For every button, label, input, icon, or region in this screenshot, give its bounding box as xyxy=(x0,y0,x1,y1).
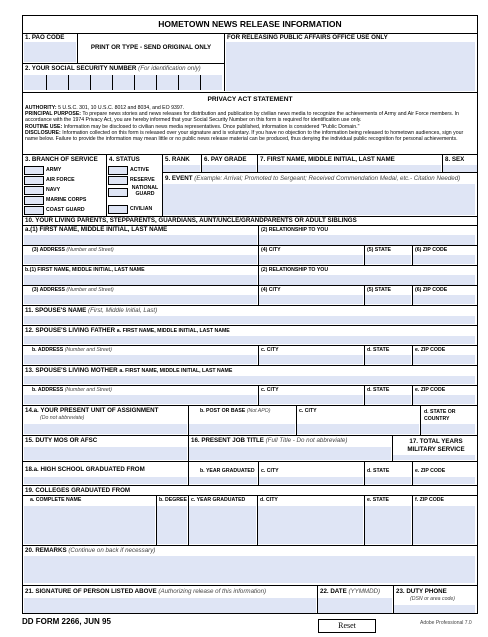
ssn-digit-divider xyxy=(134,75,135,90)
duty-phone-field[interactable] xyxy=(394,605,475,613)
rel-b-relationship-label: (2) RELATIONSHIP TO YOU xyxy=(261,267,329,273)
rel-b-city-label: (4) CITY xyxy=(261,287,281,293)
mother-address-label: b. ADDRESS (Number and Street) xyxy=(32,387,112,393)
father-city-label: c. CITY xyxy=(261,347,279,353)
college-year-label: c. YEAR GRADUATED xyxy=(191,497,246,503)
job-title-field[interactable] xyxy=(189,447,391,460)
status-label: 4. STATUS xyxy=(109,156,140,163)
remarks-label: 20. REMARKS (Continue on back if necessary) xyxy=(25,547,156,554)
father-name-field[interactable] xyxy=(24,336,475,344)
duty-phone-label: 23. DUTY PHONE xyxy=(396,588,447,595)
privacy-heading: PRIVACY ACT STATEMENT xyxy=(207,96,293,103)
father-city-field[interactable] xyxy=(259,355,363,364)
hs-state-label: d. STATE xyxy=(367,468,390,474)
father-address-label: b. ADDRESS (Number and Street) xyxy=(32,347,112,353)
hs-year-field[interactable] xyxy=(189,477,257,484)
ssn-digit-divider xyxy=(112,75,113,90)
branch-army-checkbox[interactable] xyxy=(24,166,44,175)
father-state-label: d. STATE xyxy=(367,347,390,353)
rel-b-relationship-field[interactable] xyxy=(259,275,475,285)
branch-marines-label: MARINE CORPS xyxy=(46,197,87,203)
branch-navy-checkbox[interactable] xyxy=(24,186,44,195)
high-school-field[interactable] xyxy=(24,477,187,484)
years-service-label: 17. TOTAL YEARS MILITARY SERVICE xyxy=(407,438,465,453)
father-state-field[interactable] xyxy=(365,355,411,364)
unit-label: 14.a. YOUR PRESENT UNIT OF ASSIGNMENT xyxy=(25,407,159,414)
event-field[interactable] xyxy=(163,184,475,215)
post-base-label: b. POST OR BASE (Not APO) xyxy=(200,408,271,414)
rel-a-state-label: (5) STATE xyxy=(367,247,392,253)
spouse-field[interactable] xyxy=(24,316,475,324)
rel-a-zip-label: (6) ZIP CODE xyxy=(415,247,448,253)
rel-a-city-field[interactable] xyxy=(259,255,363,264)
name-field[interactable] xyxy=(258,165,441,172)
rel-a-zip-field[interactable] xyxy=(413,255,475,264)
rel-a-name-field[interactable] xyxy=(24,235,257,245)
rel-b-name-field[interactable] xyxy=(24,275,257,285)
rel-b-zip-field[interactable] xyxy=(413,295,475,304)
hs-state-field[interactable] xyxy=(365,477,411,484)
hs-zip-label: e. ZIP CODE xyxy=(415,468,446,474)
duty-phone-note: (DSN or area code) xyxy=(410,596,455,602)
mos-field[interactable] xyxy=(24,447,187,460)
mother-address-field[interactable] xyxy=(24,395,257,404)
college-name-field[interactable] xyxy=(24,506,155,544)
status-guard-checkbox[interactable] xyxy=(108,188,128,197)
mother-zip-field[interactable] xyxy=(413,395,475,404)
rank-label: 5. RANK xyxy=(165,156,190,163)
rel-b-name-label: b.(1) FIRST NAME, MIDDLE INITIAL, LAST NAME xyxy=(25,267,145,273)
rel-b-state-field[interactable] xyxy=(365,295,411,304)
date-field[interactable] xyxy=(318,598,392,613)
rel-a-address-label: (3) ADDRESS (Number and Street) xyxy=(32,247,114,253)
college-degree-label: b. DEGREE xyxy=(159,497,187,503)
rel-b-city-field[interactable] xyxy=(259,295,363,304)
colleges-label: 19. COLLEGES GRADUATED FROM xyxy=(25,487,131,494)
form-title: HOMETOWN NEWS RELEASE INFORMATION xyxy=(158,19,342,29)
hs-year-label: b. YEAR GRADUATED xyxy=(200,468,255,474)
post-base-field[interactable] xyxy=(189,424,295,434)
rel-a-relationship-label: (2) RELATIONSHIP TO YOU xyxy=(261,227,329,233)
father-zip-label: e. ZIP CODE xyxy=(415,347,446,353)
branch-coastguard-checkbox[interactable] xyxy=(24,206,44,215)
college-name-label: a. COMPLETE NAME xyxy=(30,497,82,503)
ssn-digit-divider xyxy=(90,75,91,90)
unit-city-field[interactable] xyxy=(297,424,419,434)
pao-use-field[interactable] xyxy=(226,42,475,91)
college-city-label: d. CITY xyxy=(260,497,278,503)
status-civilian-checkbox[interactable] xyxy=(108,205,128,214)
college-degree-field[interactable] xyxy=(157,506,187,544)
mother-zip-label: e. ZIP CODE xyxy=(415,387,446,393)
father-label: 12. SPOUSE'S LIVING FATHER a. FIRST NAME, MIDDLE INITIAL, LAST NAME xyxy=(25,327,230,334)
mother-city-field[interactable] xyxy=(259,395,363,404)
status-active-checkbox[interactable] xyxy=(108,166,128,175)
branch-navy-label: NAVY xyxy=(46,187,61,193)
ssn-digit-divider xyxy=(178,75,179,90)
unit-note: (Do not abbreviate) xyxy=(40,415,85,421)
college-city-field[interactable] xyxy=(258,506,363,544)
rank-field[interactable] xyxy=(163,165,200,172)
pao-code-label: 1. PAO CODE xyxy=(25,34,65,41)
status-reserve-label: RESERVE xyxy=(130,177,155,183)
print-or-type-note: PRINT OR TYPE - SEND ORIGINAL ONLY xyxy=(90,44,212,51)
hs-zip-field[interactable] xyxy=(413,477,475,484)
mother-name-field[interactable] xyxy=(24,376,475,384)
status-reserve-checkbox[interactable] xyxy=(108,176,128,185)
rel-a-relationship-field[interactable] xyxy=(259,235,475,245)
branch-marines-checkbox[interactable] xyxy=(24,196,44,205)
spouse-label: 11. SPOUSE'S NAME (First, Middle Initial, Last) xyxy=(25,307,158,314)
college-zip-label: f. ZIP CODE xyxy=(415,497,445,503)
hs-city-label: c. CITY xyxy=(261,468,279,474)
pay-grade-label: 6. PAY GRADE xyxy=(204,156,247,163)
branch-label: 3. BRANCH OF SERVICE xyxy=(25,156,98,163)
remarks-field[interactable] xyxy=(24,556,475,583)
unit-field[interactable] xyxy=(24,424,187,434)
signature-label: 21. SIGNATURE OF PERSON LISTED ABOVE (Authorizing release of this information) xyxy=(25,588,267,595)
privacy-statement: AUTHORITY: 5 U.S.C. 301, 10 U.S.C. 8012 and 8034, and EO 9397. PRINCIPAL PURPOSE: To prepare news stories and news releases for distribution and publication by civilian news media to recognize the achievements of Army and Air Force members. In accordance with the 1974 Privacy Act, you are hereby informed that your Social Security Number on this form is required for identification use only. ROUTINE USE: Information may be disclosed to civilian news media representatives. Once published, information is considered "Public Domain." DISCLOSURE: Information collected on this form is released over your signature and is voluntary. If you have no objection to the information being released to hometown audiences, sign your name below. Failure to provide the information may mean little or no public news release material can be produced, thus denying the individual public recognition for personal achievements. xyxy=(25,105,464,143)
rel-a-name-label: a.(1) FIRST NAME, MIDDLE INITIAL, LAST NAME xyxy=(25,226,168,233)
college-state-field[interactable] xyxy=(365,506,411,544)
rel-a-state-field[interactable] xyxy=(365,255,411,264)
pay-grade-field[interactable] xyxy=(202,165,256,172)
rel-a-city-label: (4) CITY xyxy=(261,247,281,253)
producer-note: Adobe Professional 7.0 xyxy=(420,620,472,626)
ssn-field[interactable] xyxy=(24,75,222,90)
mother-state-field[interactable] xyxy=(365,395,411,404)
reset-button[interactable]: Reset xyxy=(318,619,376,633)
ssn-digit-divider xyxy=(200,75,201,90)
college-state-label: e. STATE xyxy=(367,497,389,503)
mos-label: 15. DUTY MOS OR AFSC xyxy=(25,437,98,444)
ssn-digit-divider xyxy=(156,75,157,90)
high-school-label: 18.a. HIGH SCHOOL GRADUATED FROM xyxy=(25,466,145,473)
branch-airforce-checkbox[interactable] xyxy=(24,176,44,185)
status-active-label: ACTIVE xyxy=(130,167,150,173)
rel-a-address-field[interactable] xyxy=(24,255,257,264)
branch-airforce-label: AIR FORCE xyxy=(46,177,75,183)
event-label: 9. EVENT (Example: Arrival; Promoted to Sergeant; Received Commendation Medal, etc.- Citation Needed) xyxy=(165,175,461,182)
hs-city-field[interactable] xyxy=(259,477,363,484)
rel-b-address-label: (3) ADDRESS (Number and Street) xyxy=(32,287,114,293)
rel-b-state-label: (5) STATE xyxy=(367,287,392,293)
branch-army-label: ARMY xyxy=(46,167,62,173)
state-country-label: d. STATE OR COUNTRY xyxy=(424,409,456,422)
pao-code-field[interactable] xyxy=(24,42,76,62)
rel-b-address-field[interactable] xyxy=(24,295,257,304)
name-label: 7. FIRST NAME, MIDDLE INITIAL, LAST NAME xyxy=(260,156,395,163)
pao-use-only-label: FOR RELEASING PUBLIC AFFAIRS OFFICE USE ONLY xyxy=(227,34,388,41)
unit-city-label: c. CITY xyxy=(299,408,317,414)
mother-label: 13. SPOUSE'S LIVING MOTHER a. FIRST NAME, MIDDLE INITIAL, LAST NAME xyxy=(25,367,233,374)
years-service-field[interactable] xyxy=(393,455,475,460)
mother-state-label: d. STATE xyxy=(367,387,390,393)
father-zip-field[interactable] xyxy=(413,355,475,364)
mother-city-label: c. CITY xyxy=(261,387,279,393)
sex-field[interactable] xyxy=(443,165,477,172)
status-guard-label: NATIONAL GUARD xyxy=(131,185,159,197)
form-number: DD FORM 2266, JUN 95 xyxy=(22,617,111,626)
state-country-field[interactable] xyxy=(421,424,475,434)
college-zip-field[interactable] xyxy=(413,506,475,544)
branch-coastguard-label: COAST GUARD xyxy=(46,207,85,213)
status-civilian-label: CIVILIAN xyxy=(130,206,153,212)
sex-label: 8. SEX xyxy=(445,156,465,163)
ssn-digit-divider xyxy=(46,75,47,90)
job-title-label: 16. PRESENT JOB TITLE (Full Title - Do not abbreviate) xyxy=(191,437,348,444)
ssn-digit-divider xyxy=(68,75,69,90)
date-label: 22. DATE (YYMMDD) xyxy=(320,588,381,595)
rel-b-zip-label: (6) ZIP CODE xyxy=(415,287,448,293)
father-address-field[interactable] xyxy=(24,355,257,364)
signature-field[interactable] xyxy=(24,598,316,613)
ssn-label: 2. YOUR SOCIAL SECURITY NUMBER (For identification only) xyxy=(25,65,201,72)
college-year-field[interactable] xyxy=(189,506,256,544)
relatives-label: 10. YOUR LIVING PARENTS, STEPPARENTS, GUARDIANS, AUNT/UNCLE/GRANDPARENTS OR ADULT SIBLINGS xyxy=(25,217,357,224)
